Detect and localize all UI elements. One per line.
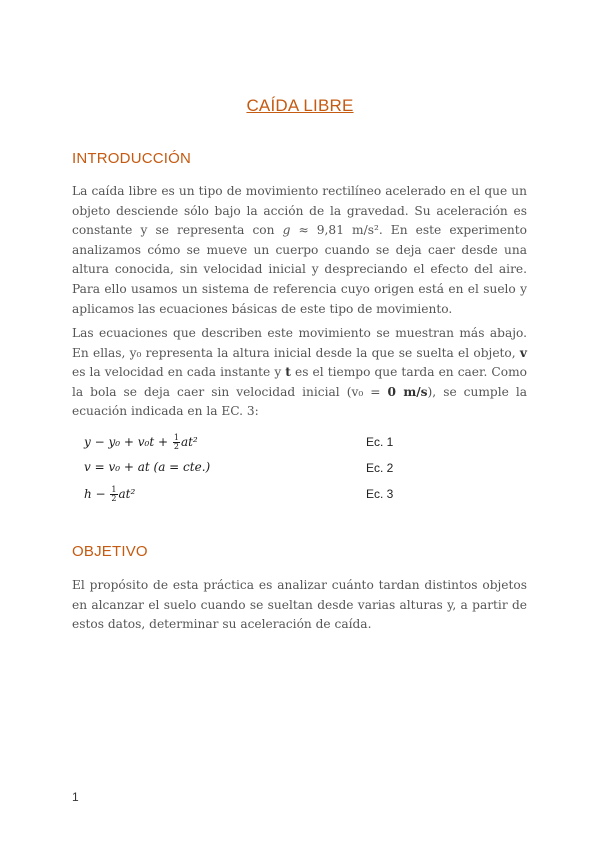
section-heading-objetivo: OBJETIVO: [72, 543, 148, 560]
equation-2: v = v₀ + at (a = cte.): [84, 460, 211, 474]
equation-row-2: [84, 460, 404, 482]
equation-label-1: Ec. 1: [366, 435, 394, 449]
equation-row-1: [84, 434, 404, 456]
equation-label-2: Ec. 2: [366, 461, 394, 475]
objective-paragraph: El propósito de esta práctica es analizar cuánto tardan distintos objetos en alcanzar el suelo cuando se sueltan desde varias alturas y, a partir de estos datos, determinar su aceleración de caída.: [72, 578, 527, 632]
page-number: 1: [72, 790, 79, 804]
equation-row-3: [84, 486, 404, 508]
intro-paragraph-1: La caída libre es un tipo de movimiento rectilíneo acelerado en el que un objeto desciende sólo bajo la acción de la gravedad. Su aceleración es constante y se representa con g ≈ 9,81 m/s². En este experimento analizamos cómo se mueve un cuerpo cuando se deja caer desde una altura conocida, sin velocidad inicial y despreciando el efecto del aire. Para ello usamos un sistema de referencia cuyo origen está en el suelo y aplicamos las ecuaciones básicas de este tipo de movimiento.: [72, 184, 527, 316]
section-heading-introduccion: INTRODUCCIÓN: [72, 150, 192, 167]
intro-paragraph-2: Las ecuaciones que describen este movimiento se muestran más abajo. En ellas, y₀ representa la altura inicial desde la que se suelta el objeto, v es la velocidad en cada instante y t es el tiempo que tarda en caer. Como la bola se deja caer sin velocidad inicial (v₀ = 0 m/s), se cumple la ecuación indicada en la EC. 3:: [72, 326, 527, 419]
equation-3: h − $\frac{1}{2}$ at²: [84, 485, 136, 503]
equation-label-3: Ec. 3: [366, 487, 394, 501]
document-title: CAÍDA LIBRE: [246, 96, 354, 115]
equation-1: y − y₀ + v₀t + $\frac{1}{2}$ at²: [84, 433, 198, 451]
